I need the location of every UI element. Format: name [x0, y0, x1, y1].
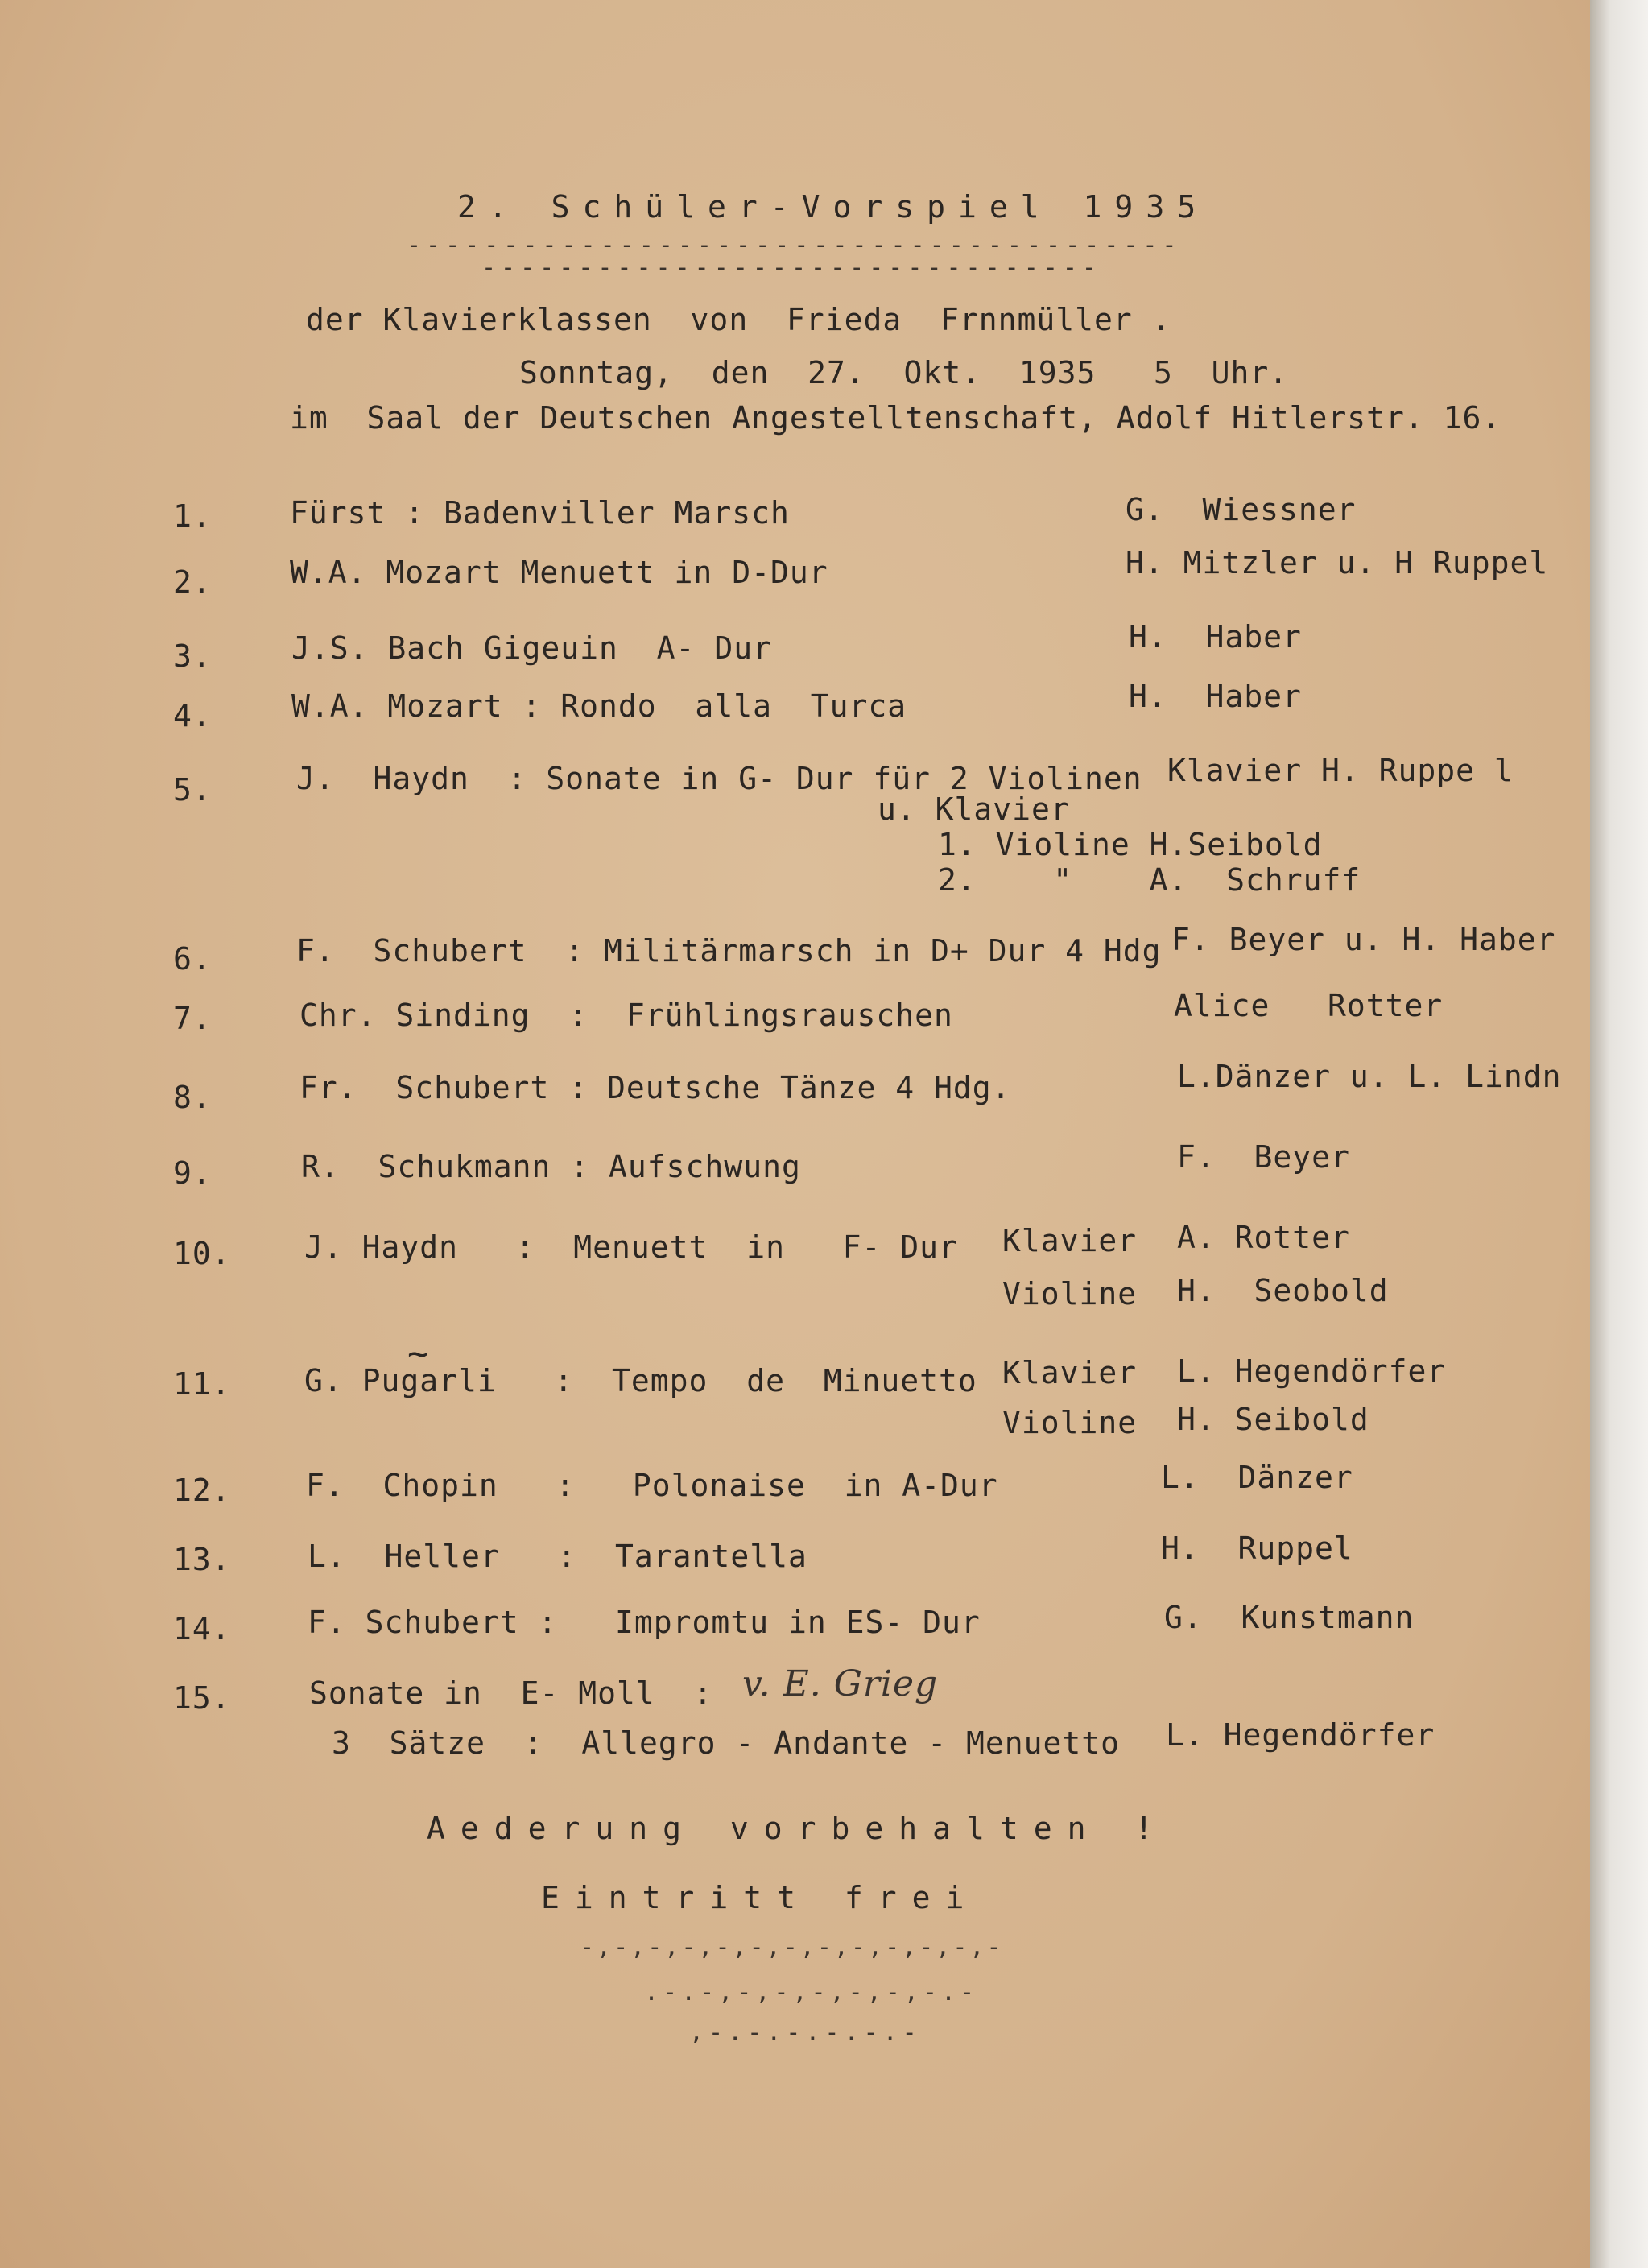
- ornament-line-1: -,-,-,-,-,-,-,-,-,-,-,-,-: [580, 1933, 1004, 1961]
- entry-performer: L.Dänzer u. L. Lindn: [1177, 1059, 1562, 1094]
- entry-piece: W.A. Mozart Menuett in D-Dur: [290, 555, 828, 590]
- entry-number: 15.: [173, 1680, 231, 1716]
- entry-piece: J.S. Bach Gigeuin A- Dur: [291, 630, 772, 666]
- handwritten-correction-mark: ~: [407, 1333, 429, 1374]
- title-underline-1: ----------------------------------------: [407, 231, 1182, 259]
- entry-piece: R. Schukmann : Aufschwung: [301, 1149, 801, 1184]
- entry-piece: J. Haydn : Sonate in G- Dur für 2 Violinen: [296, 761, 1142, 796]
- entry-performer: H. Haber: [1129, 679, 1302, 714]
- entry-piece: F. Schubert : Impromtu in ES- Dur: [308, 1605, 981, 1640]
- entry-piece: Chr. Sinding : Frühlingsrauschen: [299, 998, 953, 1033]
- entry-piece: J. Haydn : Menuett in F- Dur: [304, 1229, 958, 1265]
- entry-number: 5.: [173, 772, 212, 808]
- entry-performer: A. Rotter: [1177, 1220, 1350, 1255]
- entry-performer: Alice Rotter: [1174, 988, 1444, 1023]
- entry-performer: G. Wiessner: [1126, 492, 1357, 527]
- entry-number: 7.: [173, 1001, 212, 1036]
- ornament-line-2: .-.-,-,-,-,-,-,-.-: [644, 1978, 979, 2006]
- entry-performer: G. Kunstmann: [1164, 1600, 1415, 1635]
- program-title: 2. Schüler-Vorspiel 1935: [457, 189, 1209, 225]
- entry-performer: H. Mitzler u. H Ruppel: [1126, 545, 1549, 580]
- entry-number: 1.: [173, 498, 212, 534]
- handwritten-composer-note: v. E. Grieg: [742, 1663, 939, 1704]
- entry-performer: F. Beyer: [1177, 1139, 1350, 1175]
- entry-piece: L. Heller : Tarantella: [308, 1539, 807, 1574]
- title-underline-2: --------------------------------: [481, 254, 1101, 282]
- entry-performer: F. Beyer u. H. Haber: [1171, 922, 1556, 957]
- entry-performer: L. Dänzer: [1161, 1460, 1353, 1495]
- entry-piece: Fr. Schubert : Deutsche Tänze 4 Hdg.: [299, 1070, 1011, 1105]
- entry-number: 3.: [173, 638, 212, 674]
- entry-number: 10.: [173, 1236, 231, 1271]
- header-line-classes: der Klavierklassen von Frieda Frnnmüller .: [306, 302, 1171, 337]
- entry-instrument: Violine: [1002, 1405, 1138, 1440]
- changes-reserved-note: Aederung vorbehalten !: [427, 1811, 1169, 1846]
- entry-performer: H. Haber: [1129, 619, 1302, 655]
- entry-piece: G. Pugarli : Tempo de Minuetto: [304, 1363, 977, 1398]
- entry-number: 2.: [173, 564, 212, 600]
- entry-number: 11.: [173, 1366, 231, 1402]
- entry-number: 14.: [173, 1611, 231, 1646]
- entry-performer: H. Seibold: [1177, 1402, 1369, 1437]
- entry-subline: u. Klavier: [878, 791, 1070, 827]
- entry-number: 13.: [173, 1542, 231, 1577]
- entry-number: 9.: [173, 1155, 212, 1191]
- entry-piece: Sonate in E- Moll :: [309, 1675, 733, 1711]
- entry-number: 12.: [173, 1473, 231, 1508]
- page-edge: [1590, 0, 1648, 2268]
- entry-instrument: Klavier: [1002, 1223, 1138, 1258]
- entry-performer: L. Hegendörfer: [1177, 1353, 1447, 1389]
- entry-number: 4.: [173, 698, 212, 733]
- entry-instrument: Klavier: [1002, 1355, 1138, 1390]
- entry-number: 6.: [173, 941, 212, 977]
- header-line-date: Sonntag, den 27. Okt. 1935 5 Uhr.: [519, 355, 1289, 390]
- header-line-venue: im Saal der Deutschen Angestelltenschaft, Adolf Hitlerstr. 16.: [290, 400, 1501, 436]
- entry-number: 8.: [173, 1080, 212, 1115]
- entry-instrument: Violine: [1002, 1276, 1138, 1312]
- entry-subline: 3 Sätze : Allegro - Andante - Menuetto: [332, 1725, 1120, 1761]
- admission-note: Eintritt frei: [541, 1880, 980, 1915]
- ornament-line-3: ,-.-.-.-.-.-: [689, 2018, 922, 2047]
- entry-piece: F. Chopin : Polonaise in A-Dur: [306, 1468, 998, 1503]
- entry-piece: Fürst : Badenviller Marsch: [290, 495, 790, 531]
- entry-piece: F. Schubert : Militärmarsch in D+ Dur 4 Hdg: [296, 933, 1162, 969]
- entry-subline: 2. " A. Schruff: [938, 862, 1361, 898]
- entry-subline: 1. Violine H.Seibold: [938, 827, 1323, 862]
- entry-performer: H. Ruppel: [1161, 1531, 1353, 1566]
- entry-performer: Klavier H. Ruppe l: [1167, 753, 1514, 788]
- entry-piece: W.A. Mozart : Rondo alla Turca: [291, 688, 907, 724]
- entry-performer: H. Seobold: [1177, 1273, 1389, 1308]
- entry-performer: L. Hegendörfer: [1166, 1717, 1435, 1753]
